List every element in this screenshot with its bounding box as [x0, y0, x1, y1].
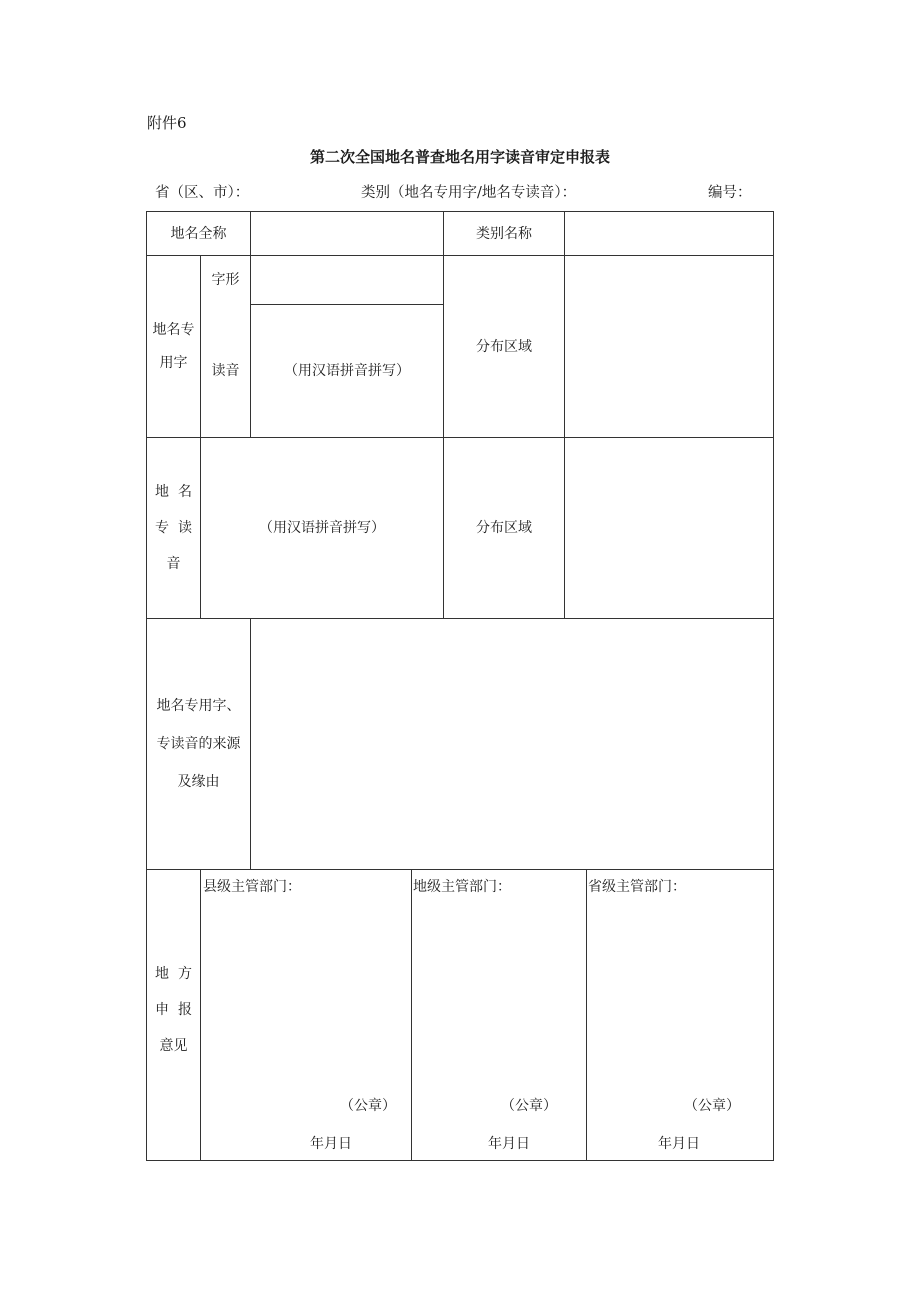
- col-divider: [411, 869, 412, 1160]
- table-border-bottom: [146, 1160, 774, 1161]
- county-date-label: 年月日: [310, 1136, 352, 1152]
- province-field-label: 省（区、市）：: [155, 185, 250, 201]
- glyph-label: 字形: [211, 272, 240, 288]
- col-divider: [586, 869, 587, 1160]
- prefecture-date-label: 年月日: [488, 1136, 530, 1152]
- row-divider: [146, 869, 774, 870]
- reading-region-input[interactable]: [565, 438, 773, 618]
- full-name-label: 地名全称: [170, 225, 227, 242]
- local-opinion-label: 地 方 申 报 意见: [155, 966, 192, 1054]
- prefecture-dept-label: 地级主管部门：: [413, 879, 511, 895]
- table-border-right: [773, 211, 774, 1161]
- col-divider: [200, 869, 201, 1160]
- prefecture-seal-label: （公章）: [501, 1098, 557, 1114]
- special-reading-label: 地 名 专 读 音: [155, 484, 192, 572]
- county-dept-label: 县级主管部门：: [203, 879, 301, 895]
- form-title: 第二次全国地名普查地名用字读音审定申报表: [309, 148, 610, 166]
- char-region-label: 分布区域: [476, 338, 532, 355]
- number-field-label: 编号：: [708, 185, 752, 201]
- glyph-input[interactable]: [251, 256, 443, 304]
- category-field-label: 类别（地名专用字/地名专读音）：: [361, 185, 577, 201]
- special-char-label: 地名专 用字: [152, 321, 195, 371]
- county-seal-label: （公章）: [340, 1098, 396, 1114]
- province-date-label: 年月日: [658, 1136, 700, 1152]
- category-name-label: 类别名称: [476, 225, 532, 242]
- province-seal-label: （公章）: [684, 1098, 740, 1114]
- reading-region-label: 分布区域: [476, 520, 532, 536]
- origin-input[interactable]: [251, 619, 773, 869]
- reading-label: 读音: [211, 363, 240, 379]
- char-reading-input[interactable]: （用汉语拼音拼写）: [284, 363, 410, 379]
- special-reading-input[interactable]: （用汉语拼音拼写）: [259, 520, 385, 536]
- province-dept-label: 省级主管部门：: [588, 879, 686, 895]
- full-name-input[interactable]: [251, 212, 443, 255]
- attachment-label: 附件6: [147, 114, 187, 132]
- char-region-input[interactable]: [565, 256, 773, 437]
- category-name-input[interactable]: [565, 212, 773, 255]
- origin-label: 地名专用字、 专读音的来源 及缘由: [156, 698, 241, 790]
